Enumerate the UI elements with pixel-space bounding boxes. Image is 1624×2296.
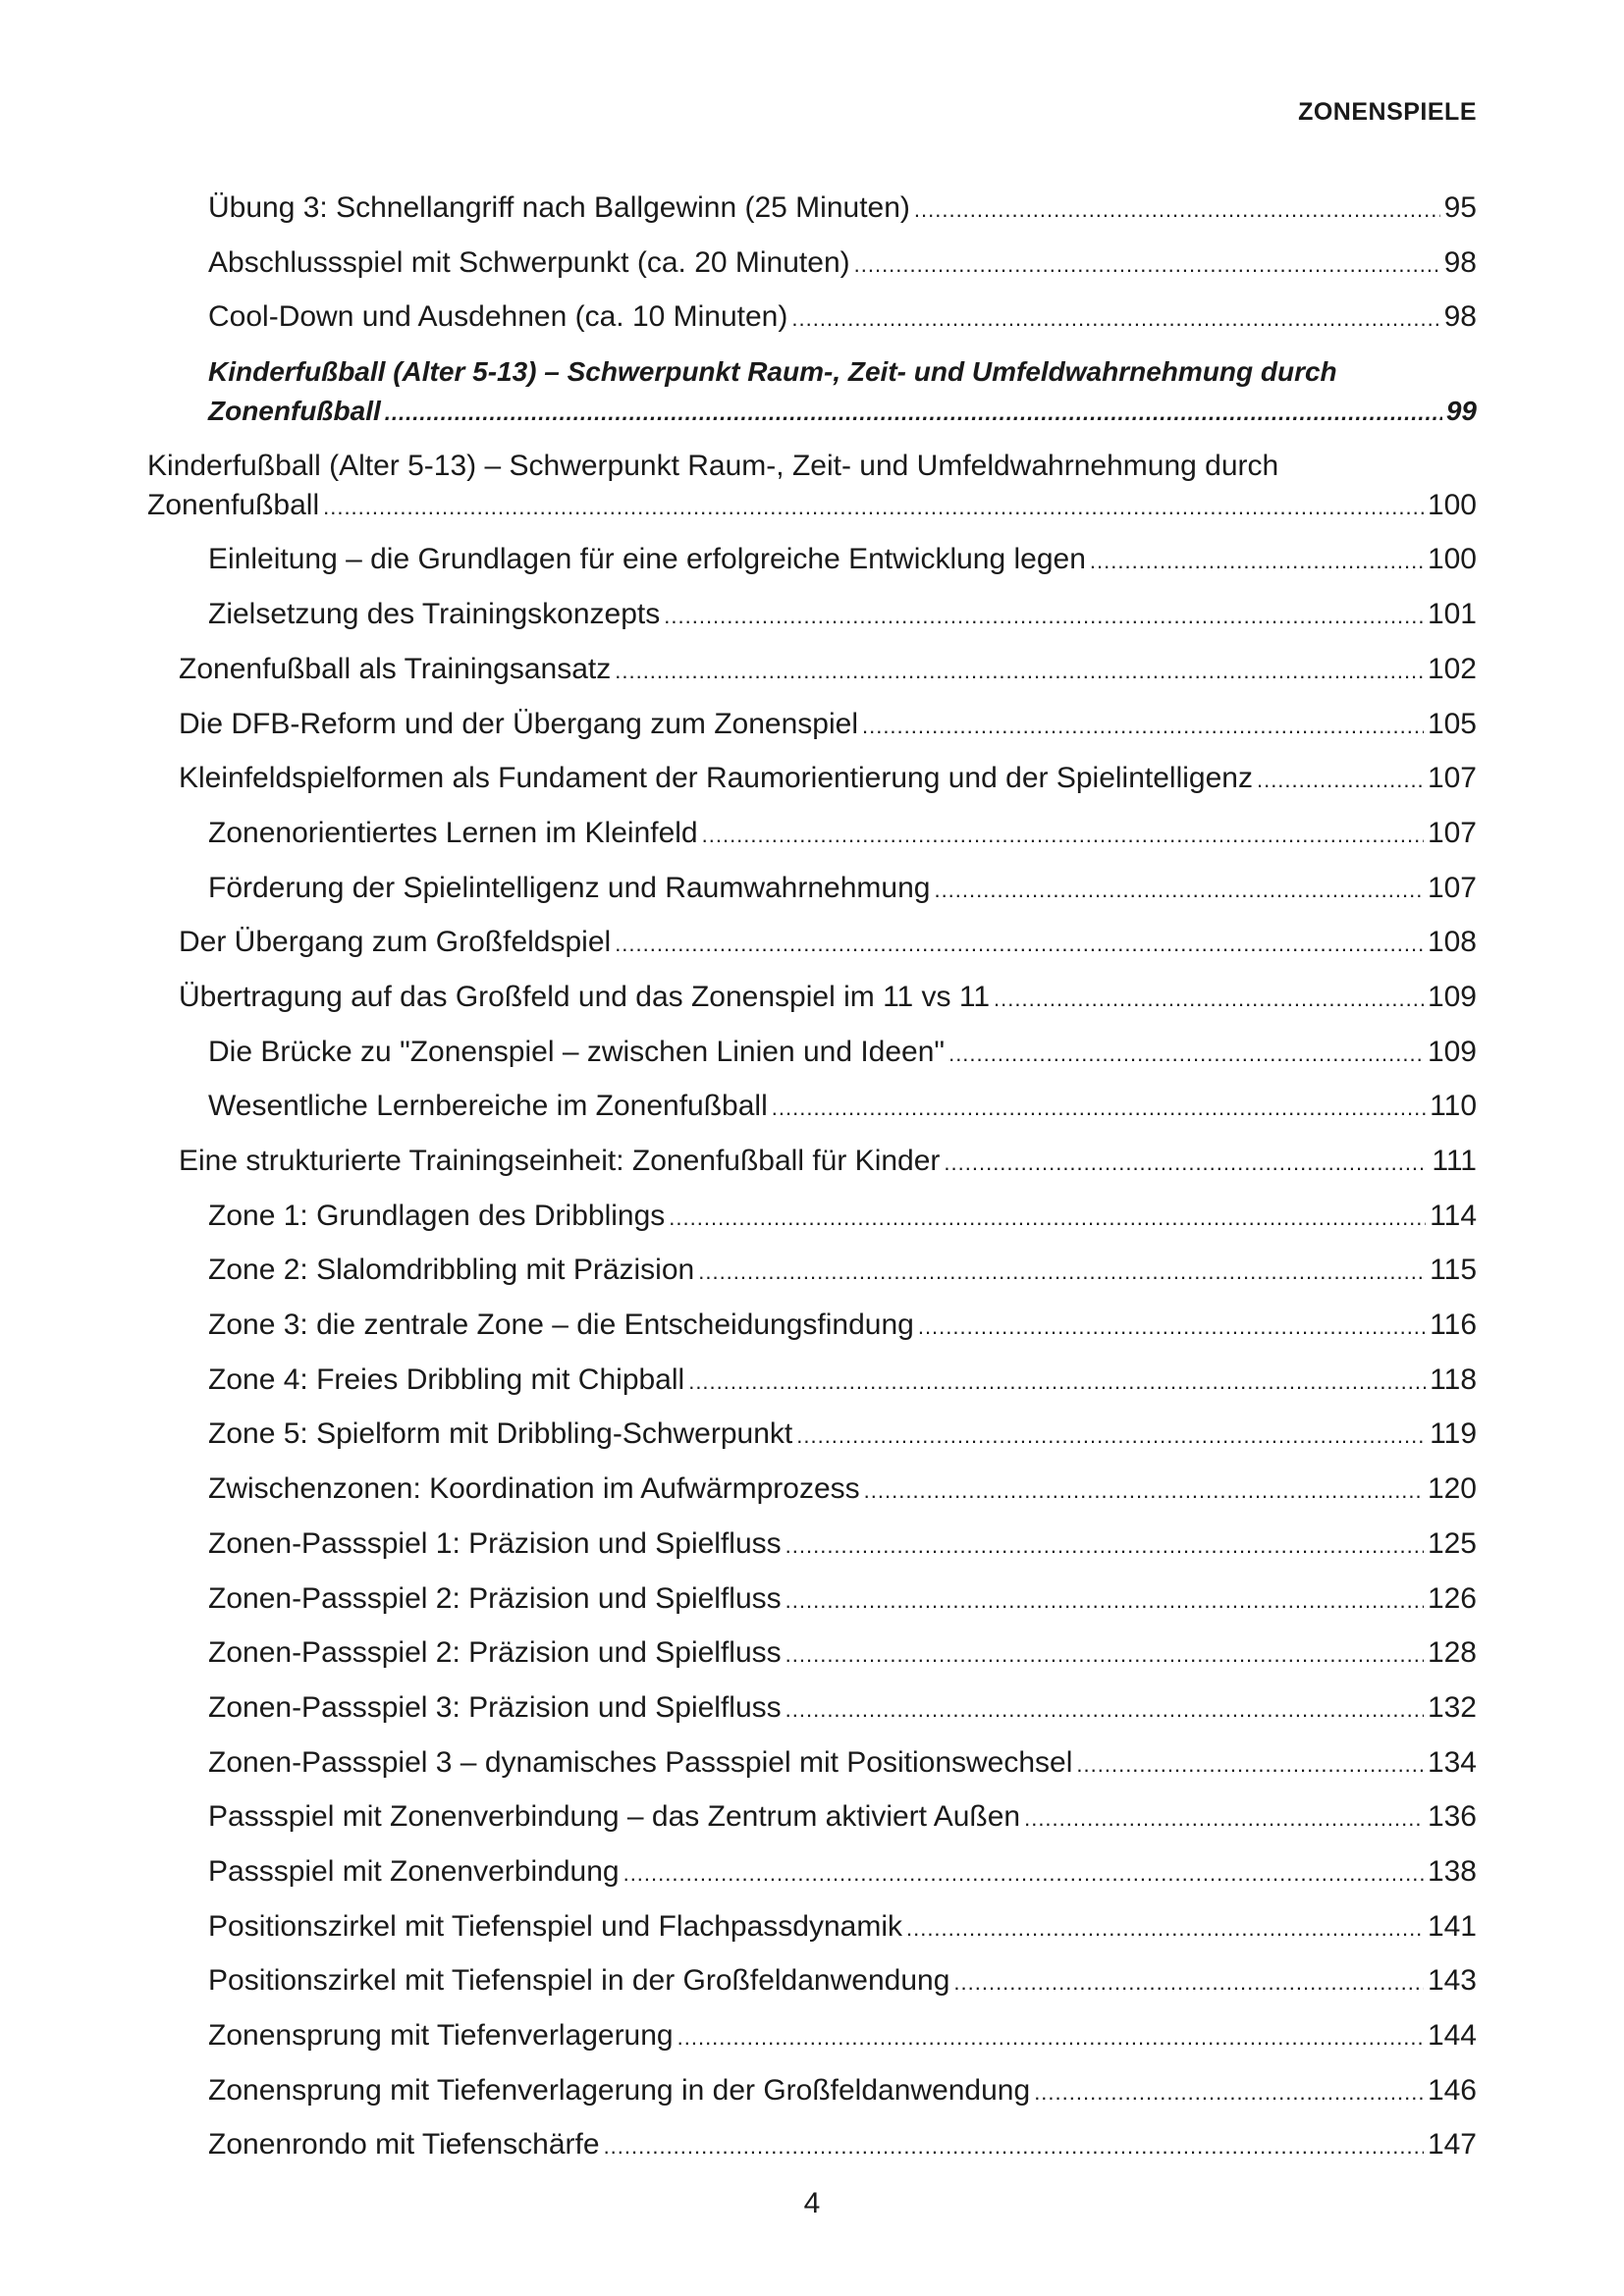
- toc-entry-page: 146: [1427, 2073, 1477, 2107]
- toc-entry[interactable]: [147, 2125, 1477, 2166]
- dot-leader: [994, 980, 1424, 1019]
- toc-entry-page: 116: [1430, 1308, 1477, 1342]
- toc-entry-title: Zone 5: Spielform mit Dribbling-Schwerpunkt: [208, 1417, 793, 1451]
- toc-entry-title-line1: Kinderfußball (Alter 5-13) – Schwerpunkt Raum-, Zeit- und Umfeldwahrnehmung durch: [208, 356, 1337, 388]
- toc-entry-page: 107: [1427, 816, 1477, 849]
- toc-entry-title: Die DFB-Reform und der Übergang zum Zonenspiel: [179, 707, 858, 740]
- dot-leader: [1034, 2073, 1424, 2112]
- dot-leader: [1090, 542, 1424, 581]
- toc-entry-title: Zone 4: Freies Dribbling mit Chipball: [208, 1362, 685, 1396]
- toc-entry-page: 143: [1427, 1964, 1477, 1998]
- toc-entry-page: 134: [1427, 1745, 1477, 1779]
- toc-entry-title: Zonen-Passspiel 3 – dynamisches Passspiel mit Positionswechsel: [208, 1745, 1073, 1779]
- table-of-contents: [147, 188, 1477, 2180]
- toc-entry[interactable]: [147, 1306, 1477, 1347]
- toc-entry[interactable]: [147, 1743, 1477, 1785]
- toc-entry-page: 118: [1430, 1362, 1477, 1396]
- toc-entry[interactable]: [147, 1415, 1477, 1456]
- toc-entry-title: Zielsetzung des Trainingskonzepts: [208, 598, 661, 631]
- dot-leader: [914, 190, 1440, 230]
- toc-entry-page: 138: [1427, 1854, 1477, 1888]
- toc-entry-title: Der Übergang zum Großfeldspiel: [179, 926, 612, 959]
- dot-leader: [854, 245, 1440, 285]
- toc-entry[interactable]: [147, 2016, 1477, 2057]
- toc-entry-page: 128: [1427, 1636, 1477, 1670]
- toc-entry-title: Passspiel mit Zonenverbindung: [208, 1854, 620, 1888]
- page-number: 4: [803, 2187, 821, 2219]
- toc-entry[interactable]: [147, 188, 1477, 230]
- toc-entry-page: 111: [1432, 1145, 1477, 1177]
- toc-entry-title: Passspiel mit Zonenverbindung – das Zentrum aktiviert Außen: [208, 1800, 1021, 1834]
- toc-entry-title: Positionszirkel mit Tiefenspiel in der Großfeldanwendung: [208, 1964, 950, 1998]
- toc-entry[interactable]: [147, 352, 1477, 433]
- dot-leader: [1257, 761, 1424, 800]
- toc-entry-page: 95: [1443, 191, 1477, 224]
- dot-leader: [791, 299, 1439, 339]
- toc-entry[interactable]: [147, 1633, 1477, 1675]
- dot-leader: [785, 1526, 1424, 1566]
- dot-leader: [948, 1035, 1424, 1074]
- dot-leader: [934, 871, 1423, 910]
- toc-entry[interactable]: [147, 243, 1477, 285]
- toc-entry-title: Wesentliche Lernbereiche im Zonenfußball: [208, 1090, 768, 1123]
- toc-entry-page: 109: [1427, 980, 1477, 1013]
- dot-leader: [953, 1963, 1424, 2002]
- toc-entry-title-line1: Kinderfußball (Alter 5-13) – Schwerpunkt Raum-, Zeit- und Umfeldwahrnehmung durch: [147, 449, 1279, 482]
- toc-entry[interactable]: [147, 869, 1477, 910]
- toc-entry-title: Eine strukturierte Trainingseinheit: Zonenfußball für Kinder: [179, 1145, 941, 1177]
- dot-leader: [702, 816, 1424, 855]
- toc-entry[interactable]: [147, 1579, 1477, 1621]
- toc-entry-page: 147: [1427, 2128, 1477, 2162]
- dot-leader: [785, 1690, 1424, 1730]
- running-header: ZONENSPIELE: [1298, 98, 1477, 126]
- dot-leader: [1076, 1745, 1424, 1785]
- toc-entry-title: Zonen-Passspiel 3: Präzision und Spielfluss: [208, 1690, 782, 1724]
- dot-leader: [677, 2018, 1424, 2057]
- dot-leader: [615, 652, 1424, 691]
- toc-entry[interactable]: [147, 1251, 1477, 1292]
- toc-entry[interactable]: [147, 1142, 1477, 1183]
- toc-entry-page: 107: [1427, 871, 1477, 904]
- toc-entry-page: 110: [1430, 1090, 1477, 1123]
- toc-entry-page: 99: [1445, 396, 1477, 427]
- toc-entry-page: 102: [1427, 652, 1477, 685]
- toc-entry-page: 108: [1427, 926, 1477, 959]
- toc-entry-title: Zonensprung mit Tiefenverlagerung: [208, 2019, 674, 2052]
- toc-entry-title: Zonenrondo mit Tiefenschärfe: [208, 2128, 600, 2162]
- toc-entry-title: Einleitung – die Grundlagen für eine erfolgreiche Entwicklung legen: [208, 543, 1086, 576]
- toc-entry[interactable]: [147, 297, 1477, 339]
- toc-entry-page: 100: [1427, 488, 1477, 521]
- dot-leader: [785, 1635, 1424, 1675]
- toc-entry[interactable]: [147, 978, 1477, 1019]
- toc-entry-title: Zonen-Passspiel 2: Präzision und Spielfluss: [208, 1581, 782, 1615]
- toc-entry-page: 98: [1443, 245, 1477, 279]
- toc-entry-page: 125: [1427, 1526, 1477, 1560]
- toc-entry[interactable]: [147, 595, 1477, 636]
- dot-leader: [385, 394, 1442, 433]
- toc-entry-page: 120: [1427, 1472, 1477, 1506]
- toc-entry[interactable]: [147, 1524, 1477, 1566]
- toc-entry-page: 119: [1430, 1417, 1477, 1451]
- dot-leader: [906, 1909, 1424, 1949]
- dot-leader: [669, 1199, 1426, 1238]
- toc-entry-page: 132: [1427, 1690, 1477, 1724]
- toc-entry-title: Zonen-Passspiel 1: Präzision und Spielfluss: [208, 1526, 782, 1560]
- toc-entry[interactable]: [147, 1852, 1477, 1894]
- toc-entry-title: Zonensprung mit Tiefenverlagerung in der Großfeldanwendung: [208, 2073, 1031, 2107]
- dot-leader: [1024, 1799, 1424, 1839]
- toc-entry[interactable]: [147, 1688, 1477, 1730]
- toc-entry-page: 109: [1427, 1035, 1477, 1068]
- toc-entry-page: 100: [1427, 543, 1477, 576]
- toc-entry-title: Zone 2: Slalomdribbling mit Präzision: [208, 1254, 695, 1287]
- toc-entry-page: 126: [1427, 1581, 1477, 1615]
- dot-leader: [604, 2127, 1424, 2166]
- toc-entry[interactable]: [147, 1961, 1477, 2002]
- toc-entry[interactable]: [147, 1797, 1477, 1839]
- dot-leader: [615, 925, 1424, 964]
- dot-leader: [323, 488, 1424, 527]
- toc-entry-title: Positionszirkel mit Tiefenspiel und Flachpassdynamik: [208, 1909, 902, 1943]
- toc-entry-page: 114: [1430, 1199, 1477, 1232]
- toc-entry-page: 136: [1427, 1800, 1477, 1834]
- dot-leader: [785, 1581, 1424, 1621]
- toc-entry[interactable]: [147, 2071, 1477, 2112]
- toc-entry-title: Förderung der Spielintelligenz und Raumwahrnehmung: [208, 871, 931, 904]
- toc-entry-page: 115: [1430, 1254, 1477, 1287]
- dot-leader: [772, 1089, 1426, 1128]
- toc-entry[interactable]: [147, 705, 1477, 746]
- toc-entry-title: Die Brücke zu "Zonenspiel – zwischen Linien und Ideen": [208, 1035, 946, 1068]
- toc-entry[interactable]: [147, 759, 1477, 800]
- toc-entry[interactable]: [147, 1361, 1477, 1402]
- toc-entry-title: Zonenfußball als Trainingsansatz: [179, 652, 612, 685]
- toc-entry-title: Zonenfußball: [147, 488, 320, 521]
- toc-entry-page: 105: [1427, 707, 1477, 740]
- dot-leader: [796, 1416, 1426, 1456]
- toc-entry-title: Zwischenzonen: Koordination im Aufwärmprozess: [208, 1472, 860, 1506]
- toc-entry-title: Übertragung auf das Großfeld und das Zonenspiel im 11 vs 11: [179, 980, 991, 1013]
- toc-entry-title: Zonen-Passspiel 2: Präzision und Spielfluss: [208, 1636, 782, 1670]
- toc-entry[interactable]: [147, 1087, 1477, 1128]
- toc-entry[interactable]: [147, 650, 1477, 691]
- dot-leader: [864, 1471, 1424, 1511]
- toc-entry-page: 107: [1427, 762, 1477, 795]
- toc-entry[interactable]: [147, 1197, 1477, 1238]
- toc-entry[interactable]: [147, 923, 1477, 964]
- toc-entry-title: Abschlussspiel mit Schwerpunkt (ca. 20 Minuten): [208, 245, 850, 279]
- toc-entry-title: Zonenorientiertes Lernen im Kleinfeld: [208, 816, 698, 849]
- toc-entry-title: Zone 3: die zentrale Zone – die Entscheidungsfindung: [208, 1308, 914, 1342]
- toc-entry-title: Übung 3: Schnellangriff nach Ballgewinn (25 Minuten): [208, 191, 910, 224]
- toc-entry-title: Cool-Down und Ausdehnen (ca. 10 Minuten): [208, 300, 788, 334]
- dot-leader: [623, 1854, 1424, 1894]
- dot-leader: [918, 1308, 1426, 1347]
- toc-entry-page: 98: [1443, 300, 1477, 334]
- toc-entry[interactable]: [147, 1033, 1477, 1074]
- toc-entry[interactable]: [147, 540, 1477, 581]
- toc-entry-page: 144: [1427, 2019, 1477, 2052]
- dot-leader: [664, 597, 1424, 636]
- toc-entry[interactable]: [147, 1907, 1477, 1949]
- toc-entry[interactable]: [147, 814, 1477, 855]
- dot-leader: [688, 1362, 1426, 1402]
- dot-leader: [862, 707, 1424, 746]
- toc-entry[interactable]: [147, 1469, 1477, 1511]
- toc-entry[interactable]: [147, 447, 1477, 527]
- toc-entry-page: 141: [1427, 1909, 1477, 1943]
- dot-leader: [944, 1144, 1428, 1183]
- toc-entry-title: Zone 1: Grundlagen des Dribblings: [208, 1199, 666, 1232]
- toc-entry-title: Kleinfeldspielformen als Fundament der Raumorientierung und der Spielintelligenz: [179, 762, 1253, 795]
- dot-leader: [698, 1253, 1426, 1292]
- toc-entry-page: 101: [1427, 598, 1477, 631]
- toc-entry-title: Zonenfußball: [208, 396, 381, 427]
